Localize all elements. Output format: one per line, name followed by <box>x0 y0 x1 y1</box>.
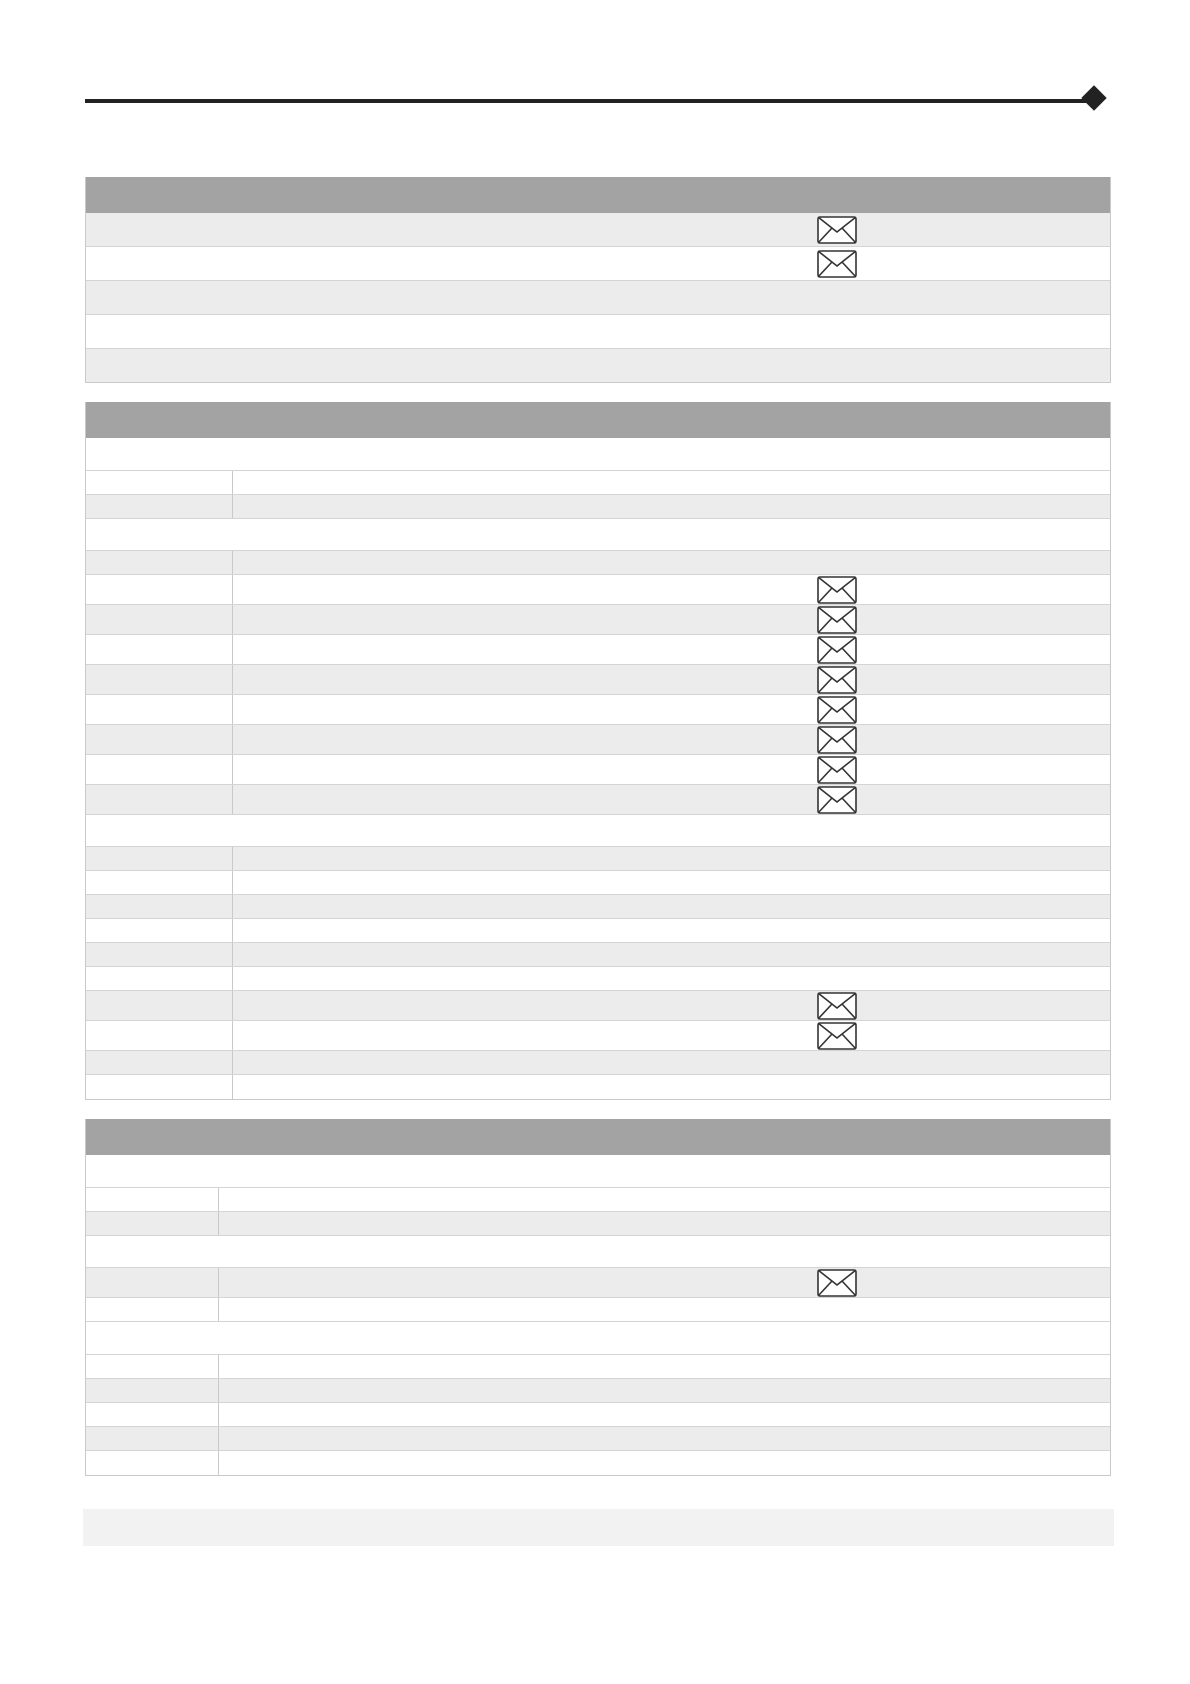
envelope-icon[interactable] <box>817 696 857 724</box>
diamond-icon <box>1081 85 1106 110</box>
envelope-icon[interactable] <box>817 1022 857 1050</box>
table-block-3 <box>85 1119 1111 1476</box>
envelope-icon[interactable] <box>817 666 857 694</box>
table-row <box>86 247 1110 281</box>
table-row <box>86 471 1110 495</box>
table-row <box>86 1355 1110 1379</box>
table-row <box>86 551 1110 575</box>
header-rule <box>85 99 1097 103</box>
table-row <box>86 1188 1110 1212</box>
table-row <box>86 605 1110 635</box>
table-row <box>86 919 1110 943</box>
table-block-header <box>86 177 1110 213</box>
table-row <box>86 213 1110 247</box>
table-row <box>86 1075 1110 1099</box>
table-block-1 <box>85 177 1111 383</box>
envelope-icon[interactable] <box>817 786 857 814</box>
footer-bar <box>83 1509 1114 1546</box>
table-row <box>86 1212 1110 1236</box>
envelope-icon[interactable] <box>817 756 857 784</box>
table-row <box>86 575 1110 605</box>
table-row <box>86 967 1110 991</box>
table-row <box>86 1298 1110 1322</box>
section-row <box>86 519 1110 551</box>
table-row <box>86 895 1110 919</box>
table-row <box>86 315 1110 349</box>
table-row <box>86 1051 1110 1075</box>
table-row <box>86 991 1110 1021</box>
table-row <box>86 785 1110 815</box>
table-row <box>86 281 1110 315</box>
table-block-2 <box>85 402 1111 1100</box>
envelope-icon[interactable] <box>817 216 857 244</box>
table-row <box>86 495 1110 519</box>
table-row <box>86 1427 1110 1451</box>
envelope-icon[interactable] <box>817 636 857 664</box>
table-row <box>86 695 1110 725</box>
section-row <box>86 1155 1110 1188</box>
table-row <box>86 755 1110 785</box>
envelope-icon[interactable] <box>817 1269 857 1297</box>
table-row <box>86 1403 1110 1427</box>
table-row <box>86 1451 1110 1475</box>
envelope-icon[interactable] <box>817 726 857 754</box>
table-row <box>86 943 1110 967</box>
section-row <box>86 438 1110 471</box>
envelope-icon[interactable] <box>817 992 857 1020</box>
table-row <box>86 665 1110 695</box>
table-block-header <box>86 1119 1110 1155</box>
table-block-header <box>86 402 1110 438</box>
section-row <box>86 1236 1110 1268</box>
table-row <box>86 349 1110 382</box>
envelope-icon[interactable] <box>817 576 857 604</box>
section-row <box>86 815 1110 847</box>
section-row <box>86 1322 1110 1355</box>
envelope-icon[interactable] <box>817 250 857 278</box>
table-row <box>86 871 1110 895</box>
table-row <box>86 725 1110 755</box>
envelope-icon[interactable] <box>817 606 857 634</box>
table-row <box>86 847 1110 871</box>
table-row <box>86 1379 1110 1403</box>
table-row <box>86 1268 1110 1298</box>
table-row <box>86 1021 1110 1051</box>
table-row <box>86 635 1110 665</box>
